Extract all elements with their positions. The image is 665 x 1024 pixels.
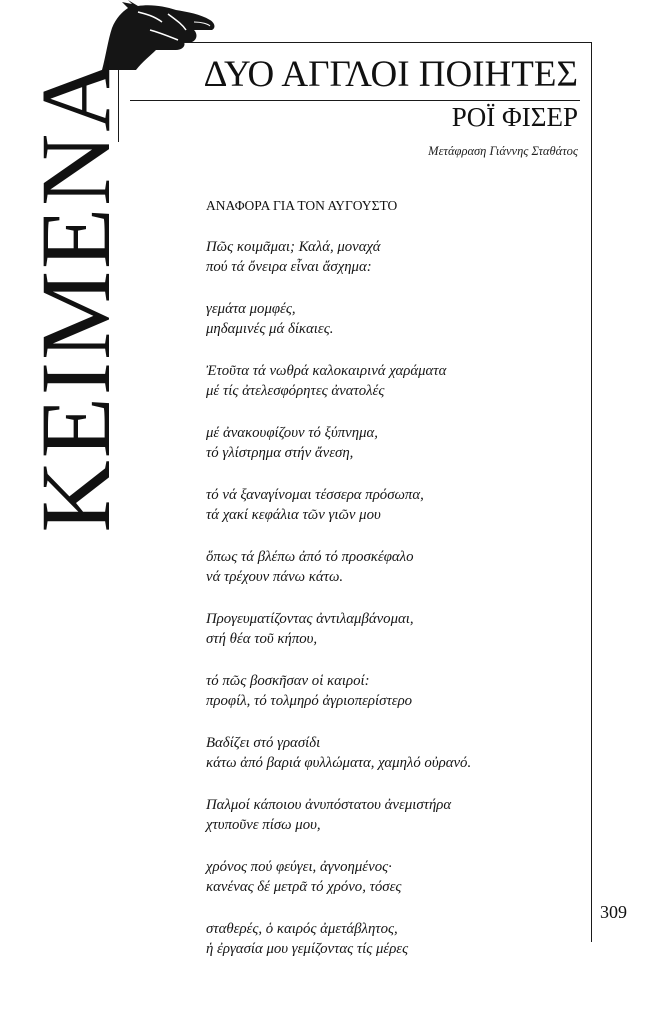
poem-line: ἡ ἐργασία μου γεμίζοντας τίς μέρες xyxy=(206,941,409,957)
poem-line: πού τά ὄνειρα εἶναι ἄσχημα: xyxy=(206,259,372,275)
poem-line: νά τρέχουν πάνω κάτω. xyxy=(206,569,344,585)
translator-credit: Μετάφραση Γιάννης Σταθάτος xyxy=(428,144,578,158)
stanza xyxy=(206,237,576,277)
stanza xyxy=(206,795,576,835)
poem-line: Παλμοί κάποιου ἀνυπόστατου ἀνεμιστήρα xyxy=(206,797,452,813)
article-title: ΔΥΟ ΑΓΓΛΟΙ ΠΟΙΗΤΕΣ xyxy=(203,54,578,95)
stanza xyxy=(206,299,576,339)
stanza xyxy=(206,857,576,897)
page-number: 309 xyxy=(600,902,627,922)
poem-line: κανένας δέ μετρᾶ τό χρόνο, τόσες xyxy=(206,879,402,895)
poem-line: μέ τίς ἀτελεσφόρητες ἀνατολές xyxy=(206,383,385,399)
poem-line: μέ ἀνακουφίζουν τό ξύπνημα, xyxy=(206,425,378,441)
poem-line: στή θέα τοῦ κήπου, xyxy=(206,631,318,647)
poem-line: τό νά ξαναγίνομαι τέσσερα πρόσωπα, xyxy=(206,487,424,503)
poem-line: προφίλ, τό τολμηρό ἀγριοπερίστερο xyxy=(206,693,413,709)
stanza xyxy=(206,423,576,463)
stanza xyxy=(206,361,576,401)
poem-line: κάτω ἀπό βαριά φυλλώματα, χαμηλό οὐρανό. xyxy=(206,755,472,771)
poem-title: ΑΝΑΦΟΡΑ ΓΙΑ ΤΟΝ ΑΥΓΟΥΣΤΟ xyxy=(206,198,398,213)
poem-line: Προγευματίζοντας ἀντιλαμβάνομαι, xyxy=(206,611,414,627)
poem-line: σταθερές, ὁ καιρός ἀμετάβλητος, xyxy=(206,921,398,937)
stanza xyxy=(206,671,576,711)
stanza xyxy=(206,485,576,525)
stanza xyxy=(206,733,576,773)
poem-line: τό πῶς βοσκῆσαν οἱ καιροί: xyxy=(206,673,370,689)
author-name: ΡΟΪ ΦΙΣΕΡ xyxy=(451,102,578,132)
poem-line: Ἐτοῦτα τά νωθρά καλοκαιρινά χαράματα xyxy=(206,363,447,379)
section-label-text: ΚΕΙΜΕΝΑ xyxy=(20,57,131,533)
poem-line: τά χακί κεφάλια τῶν γιῶν μου xyxy=(206,507,381,523)
poem-line: χρόνος πού φεύγει, ἀγνοημένος· xyxy=(206,859,392,875)
poem-line: Πῶς κοιμᾶμαι; Καλά, μοναχά xyxy=(206,239,381,255)
poem-line: μηδαμινές μά δίκαιες. xyxy=(206,321,334,337)
poem-line: Βαδίζει στό γρασίδι xyxy=(206,735,321,751)
stanza xyxy=(206,919,576,959)
stanza xyxy=(206,609,576,649)
poem-line: γεμάτα μομφές, xyxy=(206,301,296,317)
poem-line: χτυποῦνε πίσω μου, xyxy=(206,817,321,833)
poem-line: ὅπως τά βλέπω ἀπό τό προσκέφαλο xyxy=(206,549,414,565)
poem-body xyxy=(206,237,576,957)
poem-line: τό γλίστρημα στήν ἄνεση, xyxy=(206,445,354,461)
frame-right-rule xyxy=(591,42,592,942)
stanza xyxy=(206,547,576,587)
